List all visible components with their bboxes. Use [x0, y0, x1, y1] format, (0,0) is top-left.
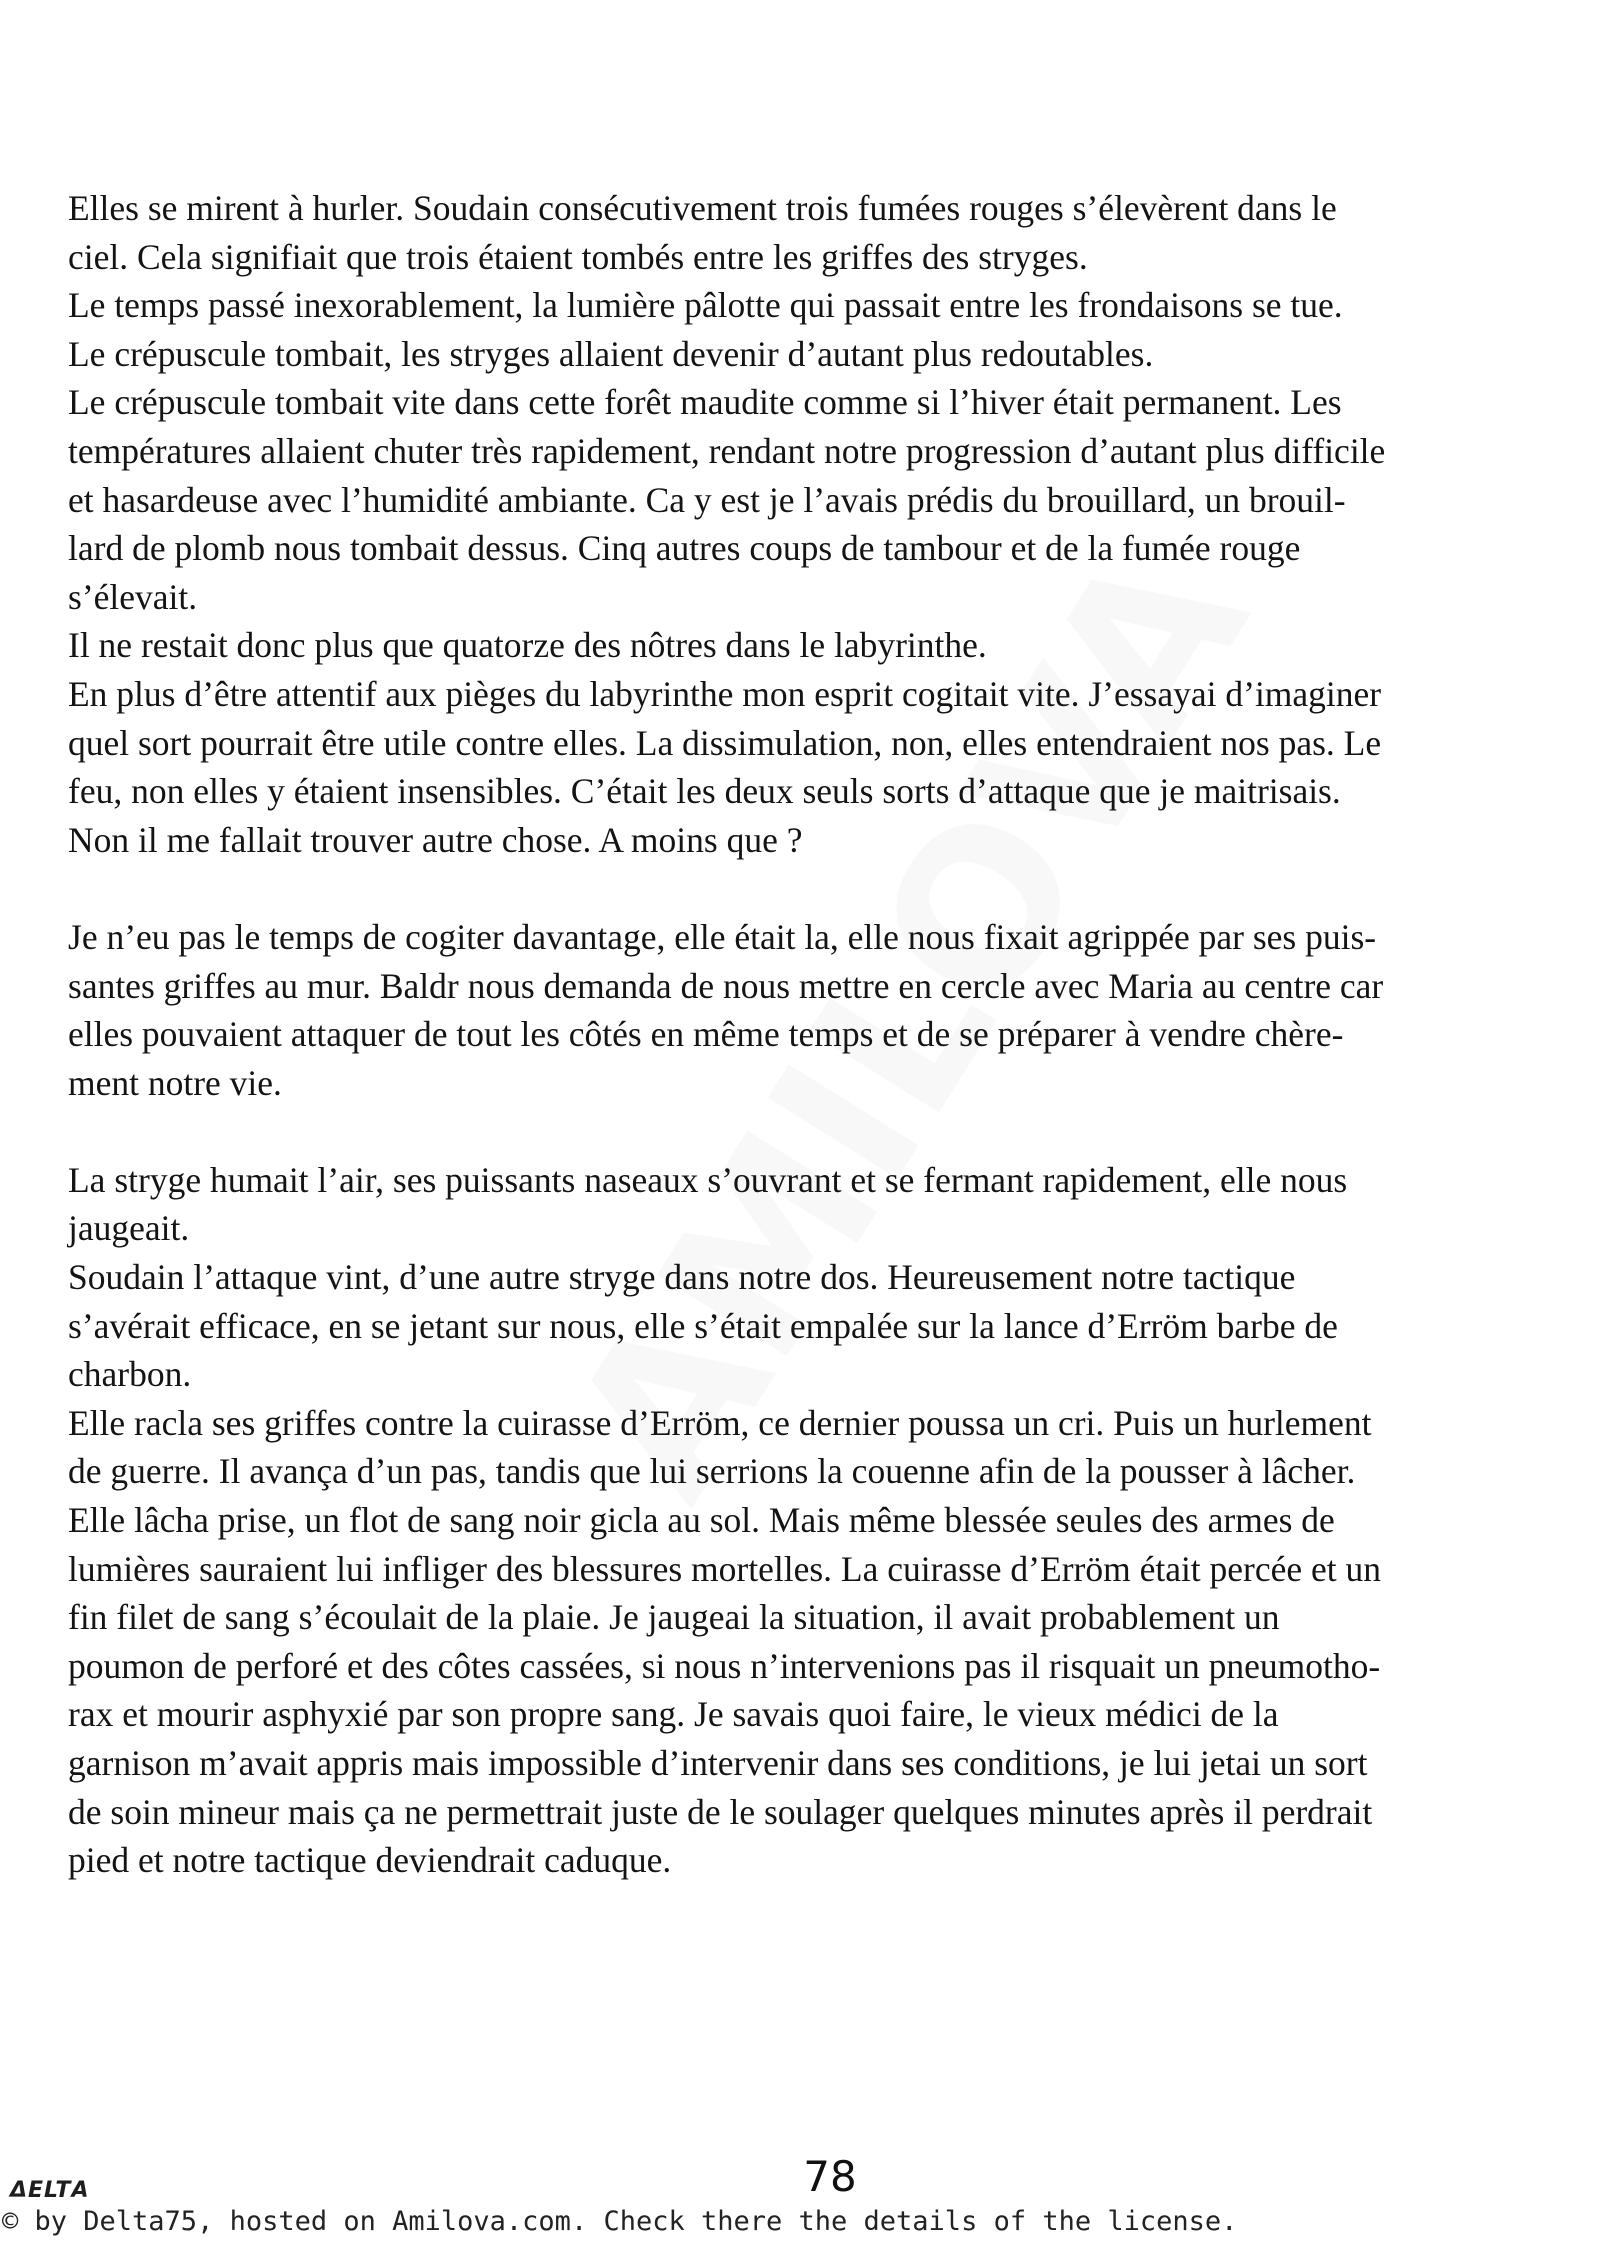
page-body	[68, 184, 1588, 1885]
paragraph-1: Elles se mirent à hurler. Soudain consécutivement trois fumées rouges s’élevèrent dans le ciel. Cela signifiait que trois étaient tombés entre les griffes des stryges. Le temps passé inexorablement, la lumière pâlotte qui passait entre les frondaisons se tue. Le crépuscule tombait, les stryges allaient devenir d’autant plus redoutables. Le crépuscule tombait vite dans cette forêt maudite comme si l’hiver était permanent. Les températures allaient chuter très rapidement, rendant notre progression d’autant plus difficile et hasardeuse avec l’humidité ambiante. Ca y est je l’avais prédis du brouillard, un brouil- lard de plomb nous tombait dessus. Cinq autres coups de tambour et de la fumée rouge s’élevait. Il ne restait donc plus que quatorze des nôtres dans le labyrinthe. En plus d’être attentif aux pièges du labyrinthe mon esprit cogitait vite. J’essayai d’imaginer quel sort pourrait être utile contre elles. La dissimulation, non, elles entendraient nos pas. Le feu, non elles y étaient insensibles. C’était les deux seuls sorts d’attaque que je maitrisais. Non il me fallait trouver autre chose. A moins que ?	[68, 188, 1386, 860]
paragraph-2: Je n’eu pas le temps de cogiter davantage, elle était la, elle nous fixait agrippée par ses puis- santes griffes au mur. Baldr nous demanda de nous mettre en cercle avec Maria au centre car elles pouvaient attaquer de tout les côtés en même temps et de se préparer à vendre chère- ment notre vie.	[68, 916, 1384, 1103]
page-number: 78	[803, 2152, 857, 2201]
paragraph-spacer	[68, 1107, 1588, 1156]
paragraph-3: La stryge humait l’air, ses puissants naseaux s’ouvrant et se fermant rapidement, elle nous jaugeait. Soudain l’attaque vint, d’une autre stryge dans notre dos. Heureusement notre tactique s’avérait efficace, en se jetant sur nous, elle s’était empalée sur la lance d’Erröm barbe de charbon. Elle racla ses griffes contre la cuirasse d’Erröm, ce dernier poussa un cri. Puis un hurlement de guerre. Il avança d’un pas, tandis que lui serrions la couenne afin de la pousser à lâcher. Elle lâcha prise, un flot de sang noir gicla au sol. Mais même blessée seules des armes de lumières sauraient lui infliger des blessures mortelles. La cuirasse d’Erröm était percée et un fin filet de sang s’écoulait de la plaie. Je jaugeai la situation, il avait probablement un poumon de perforé et des côtes cassées, si nous n’intervenions pas il risquait un pneumotho- rax et mourir asphyxié par son propre sang. Je savais quoi faire, le vieux médici de la garnison m’avait appris mais impossible d’intervenir dans ses conditions, je lui jetai un sort de soin mineur mais ça ne permettrait juste de le soulager quelques minutes après il perdrait pied et notre tactique deviendrait caduque.	[68, 1159, 1382, 1881]
license-notice: © by Delta75, hosted on Amilova.com. Check there the details of the license.	[2, 2206, 1238, 2237]
paragraph-spacer	[68, 864, 1588, 913]
delta-logo: ΔELTΑ	[10, 2178, 90, 2203]
